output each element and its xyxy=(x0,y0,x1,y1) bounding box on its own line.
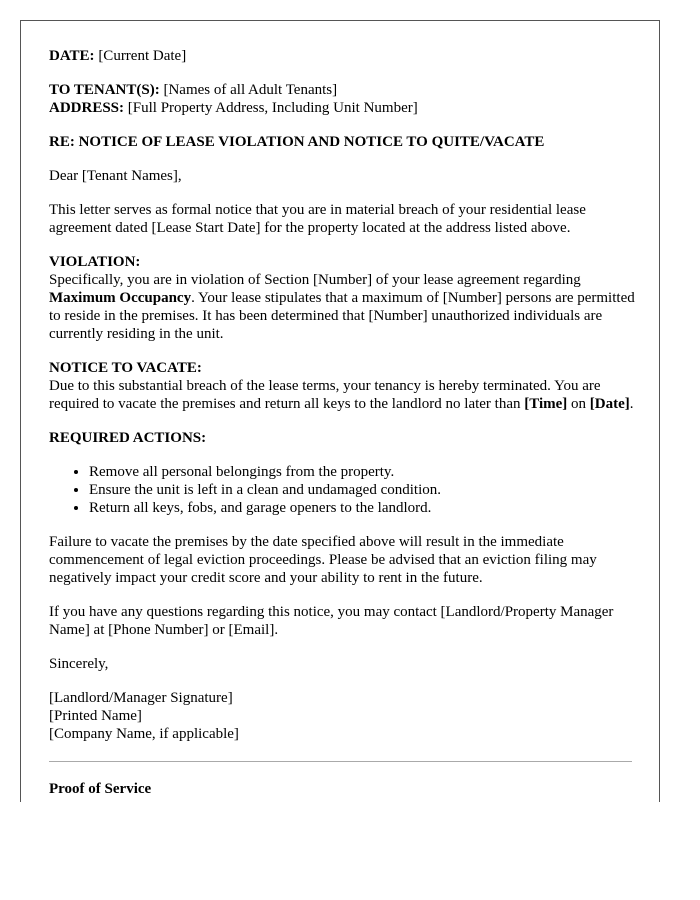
list-item: • Return all keys, fobs, and garage openers to the landlord. xyxy=(89,499,639,517)
actions-heading: REQUIRED ACTIONS: xyxy=(49,430,207,446)
actions-list xyxy=(49,463,639,517)
address-value: [Full Property Address, Including Unit Number] xyxy=(124,100,418,116)
contact-paragraph: If you have any questions regarding this notice, you may contact [Landlord/Property Manager Name] at [Phone Number] or [Email]. xyxy=(49,604,614,638)
actions-heading-line xyxy=(49,429,639,447)
proof-of-service-heading: Proof of Service xyxy=(49,781,152,797)
subject-text: RE: NOTICE OF LEASE VIOLATION AND NOTICE TO QUITE/VACATE xyxy=(49,134,545,150)
intro-paragraph: This letter serves as formal notice that you are in material breach of your residential lease agreement dated [Lease Start Date] for the property located at the address listed above. xyxy=(49,202,586,236)
signature-line: [Landlord/Manager Signature] xyxy=(49,690,233,706)
notice-heading: NOTICE TO VACATE: xyxy=(49,360,202,376)
tenant-value: [Names of all Adult Tenants] xyxy=(159,82,338,98)
notice-text-after: . xyxy=(629,396,634,412)
violation-text-after: . Your lease stipulates that a maximum of [Number] persons are permitted to reside in the premises. It has been determined that [Number] unauthorized individuals are currently residing in the unit. xyxy=(49,290,635,342)
violation-section xyxy=(49,253,639,343)
failure-paragraph: Failure to vacate the premises by the date specified above will result in the immediate commencement of legal eviction proceedings. Please be advised that an eviction filing may negatively impact your credit score and your ability to rent in the future. xyxy=(49,534,597,586)
printed-name-line: [Printed Name] xyxy=(49,708,142,724)
notice-text-before: Due to this substantial breach of the lease terms, your tenancy is hereby terminated. You are required to vacate the premises and return all keys to the landlord no later than xyxy=(49,378,601,412)
notice-text-mid: on xyxy=(567,396,590,412)
subject-line xyxy=(49,133,639,151)
violation-heading: VIOLATION: xyxy=(49,254,141,270)
date-label: DATE: xyxy=(49,48,95,64)
divider xyxy=(49,761,632,762)
closing: Sincerely, xyxy=(49,656,109,672)
notice-date: [Date] xyxy=(589,396,630,412)
list-item: • Ensure the unit is left in a clean and undamaged condition. xyxy=(89,481,639,499)
violation-text-before: Specifically, you are in violation of Section [Number] of your lease agreement regarding xyxy=(49,272,581,288)
signature-block xyxy=(49,689,639,743)
date-value: [Current Date] xyxy=(94,48,187,64)
letter-content xyxy=(49,47,639,798)
letter-page xyxy=(20,20,660,802)
salutation: Dear [Tenant Names], xyxy=(49,168,182,184)
tenant-label: TO TENANT(S): xyxy=(49,82,160,98)
violation-bold: Maximum Occupancy xyxy=(49,290,192,306)
date-line xyxy=(49,47,639,65)
address-label: ADDRESS: xyxy=(49,100,125,116)
list-item: • Remove all personal belongings from the property. xyxy=(89,463,639,481)
notice-time: [Time] xyxy=(524,396,568,412)
tenant-line xyxy=(49,81,639,99)
notice-section xyxy=(49,359,639,413)
company-line: [Company Name, if applicable] xyxy=(49,726,239,742)
address-line xyxy=(49,99,639,117)
